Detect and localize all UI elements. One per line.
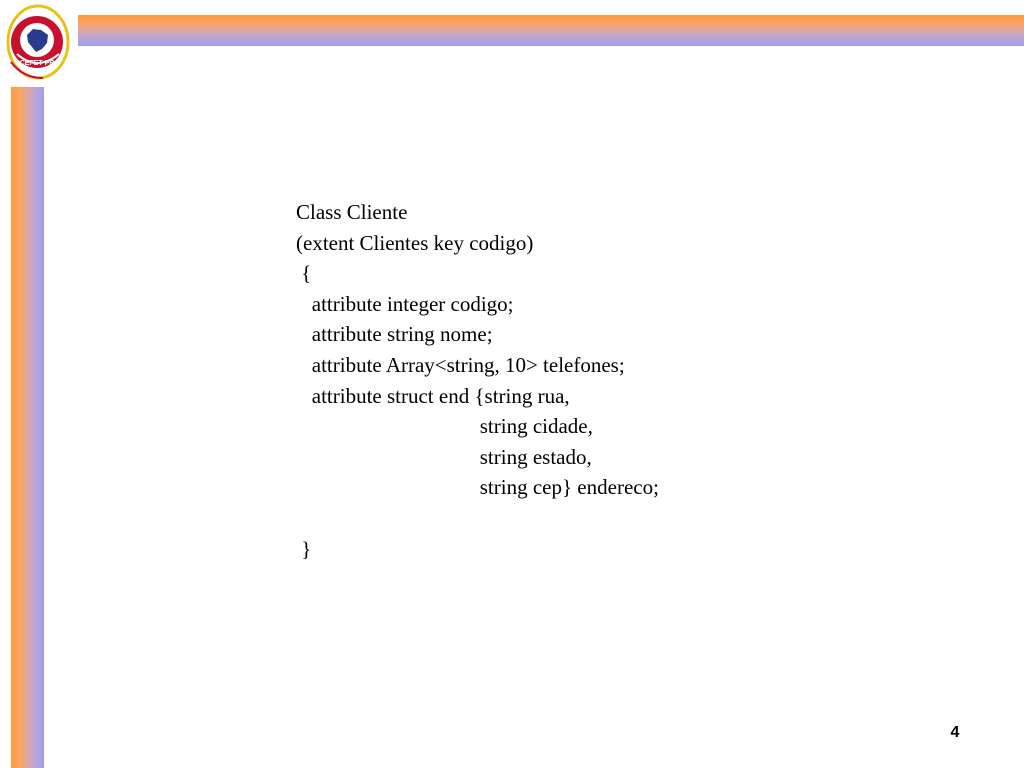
code-line: Class Cliente [296,200,408,224]
header-gradient-bar [78,15,1024,46]
code-line: string estado, [296,444,592,469]
code-line: attribute struct end {string rua, [296,383,570,408]
code-line: attribute Array<string, 10> telefones; [296,352,625,377]
code-line [296,503,856,534]
code-line: } [296,536,312,561]
cefet-logo-icon [3,2,75,84]
code-line: attribute integer codigo; [296,291,514,316]
sidebar-gradient-bar [11,87,44,768]
code-line: { [296,261,312,286]
code-line: (extent Clientes key codigo) [296,230,534,255]
logo-text: CEFET PR [19,60,55,67]
code-block [296,197,856,564]
code-line: string cep} endereco; [296,475,659,500]
code-line: attribute string nome; [296,322,493,347]
code-line: string cidade, [296,414,593,439]
page-number: 4 [950,724,960,741]
